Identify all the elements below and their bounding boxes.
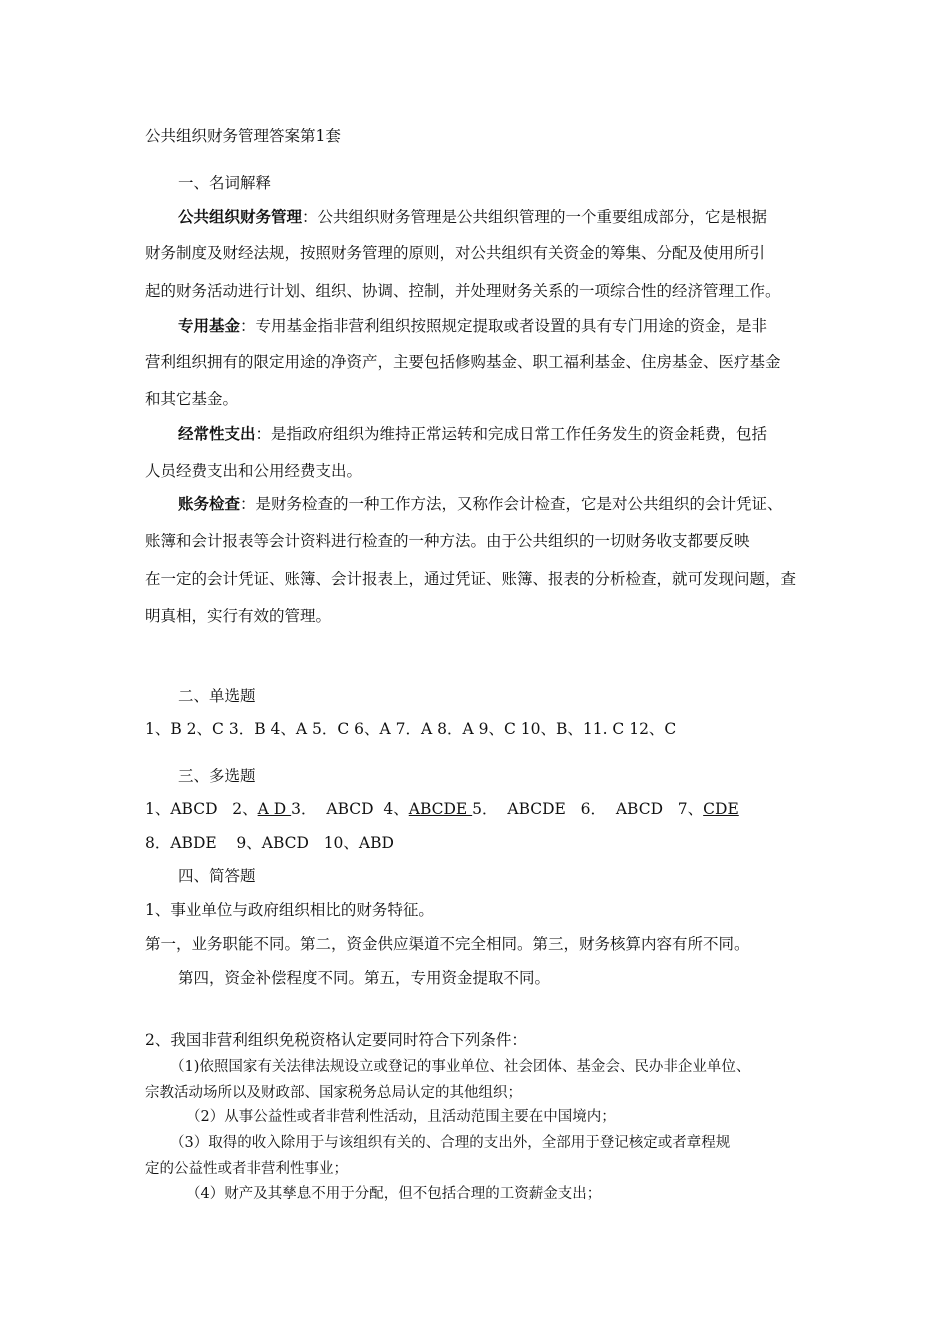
term1-name: 公共组织财务管理 [178, 207, 303, 226]
document-title: 公共组织财务管理答案第1套 [145, 127, 341, 145]
term3-line2: 人员经费支出和公用经费支出。 [145, 462, 363, 480]
section3-answers-row2: 8．ABDE 9、ABCD 10、ABD [145, 834, 394, 852]
term3-text: ：是指政府组织为维持正常运转和完成日常工作任务发生的资金耗费，包括 [255, 425, 768, 443]
term4-line4: 明真相，实行有效的管理。 [145, 607, 332, 625]
term2-first-line [178, 316, 767, 336]
term1-text: ：公共组织财务管理是公共组织管理的一个重要组成部分，它是根据 [302, 208, 768, 226]
section4-heading: 四、简答题 [178, 867, 256, 885]
answer1-line2: 第四，资金补偿程度不同。第五，专用资金提取不同。 [178, 969, 551, 987]
term2-name: 专用基金 [178, 316, 241, 335]
term2-line3: 和其它基金。 [145, 390, 239, 408]
section3-heading: 三、多选题 [178, 767, 256, 785]
term2-text: ：专用基金指非营利组织按照规定提取或者设置的具有专门用途的资金，是非 [240, 317, 768, 335]
term3-first-line [178, 424, 767, 444]
section3-part2: 3． ABCD 4、 [291, 800, 409, 818]
term4-text: ：是财务检查的一种工作方法，又称作会计检查，它是对公共组织的会计凭证、 [240, 495, 783, 513]
section3-underlined-answer-2: A D [257, 800, 292, 818]
section3-part3: 5． ABCDE 6． ABCD 7、 [472, 800, 704, 818]
condition1-line1: （1)依照国家有关法律法规设立或登记的事业单位、社会团体、基金会、民办非企业单位、 [170, 1059, 751, 1075]
term1-first-line [178, 207, 767, 227]
condition3-line1: （3）取得的收入除用于与该组织有关的、合理的支出外，全部用于登记核定或者章程规 [170, 1135, 731, 1151]
section2-answers: 1、B 2、C 3．B 4、A 5．C 6、A 7．A 8．A 9、C 10、B、11. C 12、C [145, 720, 677, 738]
term1-line3: 起的财务活动进行计划、组织、协调、控制，并处理财务关系的一项综合性的经济管理工作。 [145, 282, 781, 300]
condition4: （4）财产及其孳息不用于分配，但不包括合理的工资薪金支出； [186, 1186, 602, 1202]
term4-name: 账务检查 [178, 494, 241, 513]
section2-heading: 二、单选题 [178, 687, 256, 705]
question1: 1、事业单位与政府组织相比的财务特征。 [145, 901, 434, 919]
condition2: （2）从事公益性或者非营利性活动，且活动范围主要在中国境内； [186, 1109, 616, 1125]
section1-heading: 一、名词解释 [178, 174, 272, 192]
answer1-line1: 第一，业务职能不同。第二，资金供应渠道不完全相同。第三，财务核算内容有所不同。 [145, 935, 750, 953]
condition1-line2: 宗教活动场所以及财政部、国家税务总局认定的其他组织； [145, 1085, 522, 1101]
term4-line3: 在一定的会计凭证、账簿、会计报表上，通过凭证、账簿、报表的分析检查，就可发现问题，查 [145, 570, 797, 588]
section3-underlined-answer-7: CDE [703, 800, 739, 818]
term4-first-line [178, 494, 783, 514]
section3-part1: 1、ABCD 2、 [145, 800, 258, 818]
term1-line2: 财务制度及财经法规，按照财务管理的原则，对公共组织有关资金的筹集、分配及使用所引 [145, 244, 766, 262]
term3-name: 经常性支出 [178, 424, 256, 443]
section3-underlined-answer-4: ABCDE [408, 800, 473, 818]
term2-line2: 营利组织拥有的限定用途的净资产，主要包括修购基金、职工福利基金、住房基金、医疗基金 [145, 353, 781, 371]
section3-answers-row1 [145, 799, 739, 819]
question2: 2、我国非营利组织免税资格认定要同时符合下列条件： [145, 1031, 527, 1049]
condition3-line2: 定的公益性或者非营利性事业； [145, 1161, 348, 1177]
term4-line2: 账簿和会计报表等会计资料进行检查的一种方法。由于公共组织的一切财务收支都要反映 [145, 532, 750, 550]
